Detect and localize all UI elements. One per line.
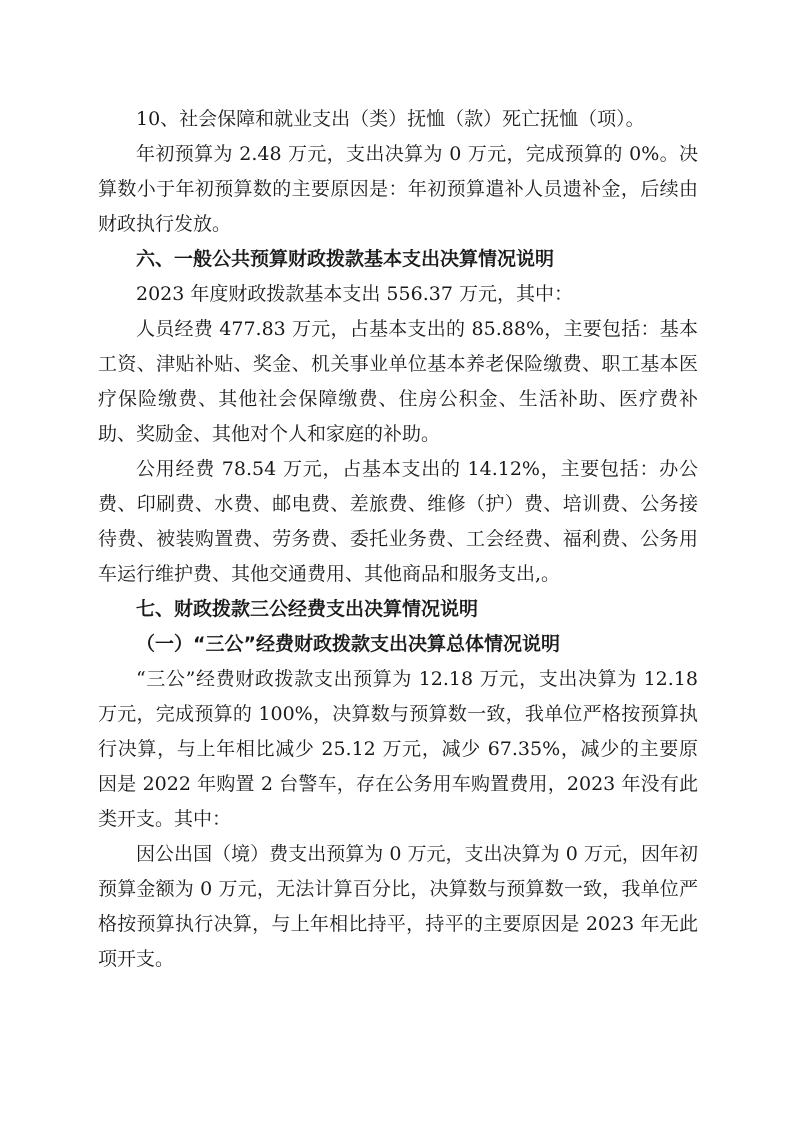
section-6-heading: 六、一般公共预算财政拨款基本支出决算情况说明 (136, 248, 555, 270)
personnel-expenses-paragraph: 人员经费 477.83 万元，占基本支出的 85.88%，主要包括：基本工资、津贴补贴、奖金、机关事业单位基本养老保险缴费、职工基本医疗保险缴费、其他社会保障缴费、住房公积金、生活补助、医疗费补助、奖励金、其他对个人和家庭的补助。 (98, 318, 698, 445)
item-10-title: 10、社会保障和就业支出（类）抚恤（款）死亡抚恤（项）。 (136, 108, 645, 130)
basic-expenditure-total: 2023 年度财政拨款基本支出 556.37 万元，其中： (136, 283, 573, 305)
item-10-description: 年初预算为 2.48 万元，支出决算为 0 万元，完成预算的 0%。决算数小于年初预算数的主要原因是：年初预算遣补人员遗补金，后续由财政执行发放。 (98, 143, 698, 235)
subsection-1-heading: （一）“三公”经费财政拨款支出决算总体情况说明 (136, 633, 560, 655)
section-7-heading: 七、财政拨款三公经费支出决算情况说明 (136, 598, 479, 620)
overseas-travel-paragraph: 因公出国（境）费支出预算为 0 万元，支出决算为 0 万元，因年初预算金额为 0 万元，无法计算百分比，决算数与预算数一致，我单位严格按预算执行决算，与上年相比持平，持平的主要原因是 2023 年无此项开支。 (98, 843, 698, 970)
public-expenses-paragraph: 公用经费 78.54 万元，占基本支出的 14.12%，主要包括：办公费、印刷费、水费、邮电费、差旅费、维修（护）费、培训费、公务接待费、被装购置费、劳务费、委托业务费、工会经费、福利费、公务用车运行维护费、其他交通费用、其他商品和服务支出,。 (98, 458, 698, 585)
three-public-expenses-paragraph: “三公”经费财政拨款支出预算为 12.18 万元，支出决算为 12.18 万元，完成预算的 100%，决算数与预算数一致，我单位严格按预算执行决算，与上年相比减少 25.12 万元，减少 67.35%，减少的主要原因是 2022 年购置 2 台警车，存在公务用车购置费用，2023 年没有此类开支。其中： (98, 668, 698, 830)
document-body (98, 102, 698, 977)
